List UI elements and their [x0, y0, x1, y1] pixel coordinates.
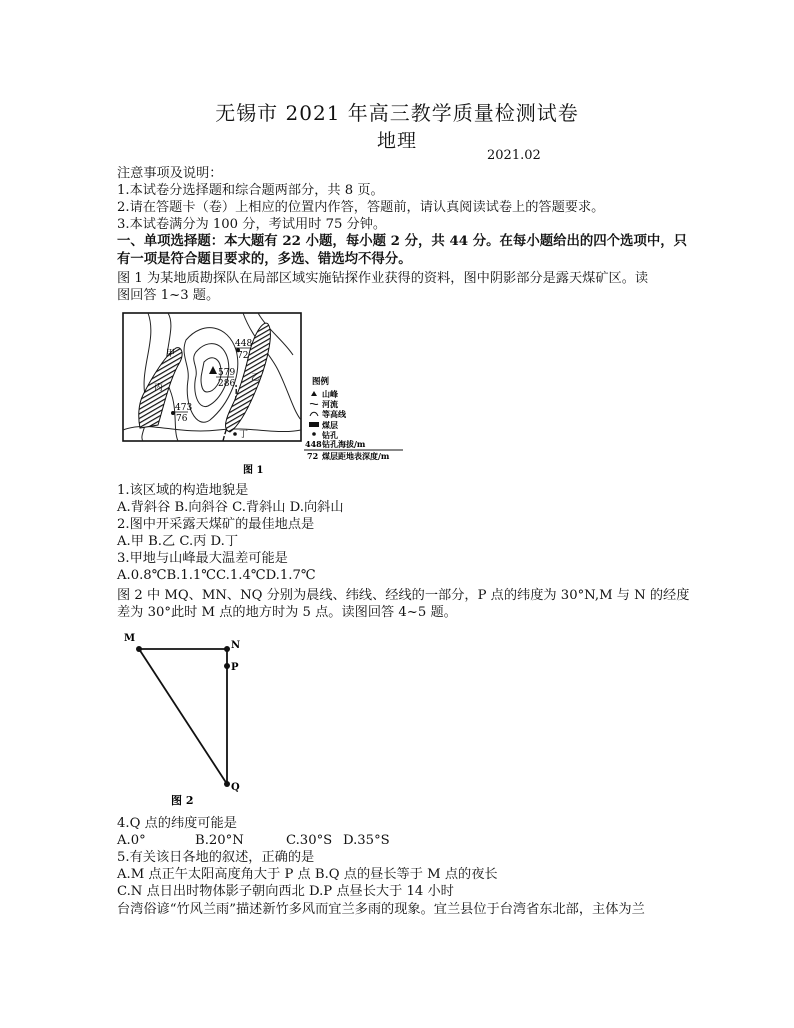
question-3-options: A.0.8℃B.1.1℃C.1.4℃D.1.7℃	[117, 568, 316, 583]
label-ding: 丁	[239, 430, 249, 440]
question-4-option-c: C.30°S	[286, 833, 333, 848]
legend-title: 图例	[312, 377, 330, 387]
figure-1-contour-map	[118, 310, 406, 478]
instruction-item: 1.本试卷分选择题和综合题两部分，共 8 页。	[117, 183, 384, 198]
label-bing: 丙	[154, 383, 164, 393]
ding-point	[233, 432, 237, 436]
legend-drill: 钻孔	[322, 430, 338, 440]
point-q	[224, 781, 230, 787]
peak-elevation: 579	[218, 368, 236, 378]
instructions-heading: 注意事项及说明：	[117, 166, 223, 181]
instruction-item: 3.本试卷满分为 100 分，考试用时 75 分钟。	[117, 217, 387, 232]
question-4-option-b: B.20°N	[195, 833, 244, 848]
figure-2-caption: 图 2	[171, 794, 194, 807]
question-intro: 图回答 1~3 题。	[117, 288, 220, 303]
legend-peak: 山峰	[322, 389, 338, 399]
legend-river-icon	[310, 403, 318, 404]
question-3-stem: 3.甲地与山峰最大温差可能是	[117, 551, 288, 566]
line-mq	[139, 649, 227, 784]
question-intro: 图 1 为某地质勘探队在局部区域实施钻探作业获得的资料，图中阴影部分是露天煤矿区。读	[117, 271, 649, 286]
legend-sample-elevation: 448	[305, 439, 322, 449]
legend	[304, 376, 403, 461]
peak-depth: 286	[218, 379, 236, 389]
question-5-options: A.M 点正午太阳高度角大于 P 点 B.Q 点的昼长等于 M 点的夜长	[117, 867, 498, 882]
figure-1-caption: 图 1	[243, 465, 264, 476]
drill-2-depth: 76	[176, 414, 188, 424]
question-intro: 差为 30°此时 M 点的地方时为 5 点。读图回答 4~5 题。	[117, 605, 457, 620]
legend-depth-label: 煤层距地表深度/m	[322, 451, 390, 461]
exam-title: 无锡市 2021 年高三教学质量检测试卷	[215, 101, 579, 125]
point-p	[224, 663, 230, 669]
legend-river: 河流	[322, 399, 338, 409]
question-2-stem: 2.图中开采露天煤矿的最佳地点是	[117, 517, 315, 532]
legend-contour-icon	[310, 412, 318, 416]
question-intro: 图 2 中 MQ、MN、NQ 分别为晨线、纬线、经线的一部分，P 点的纬度为 30°N,M 与 N 的经度	[117, 588, 690, 603]
question-4-option-d: D.35°S	[343, 833, 390, 848]
legend-coal: 煤层	[322, 420, 338, 430]
question-2-options: A.甲 B.乙 C.丙 D.丁	[117, 534, 239, 549]
label-q: Q	[231, 782, 240, 793]
figure-2-diagram	[118, 628, 258, 810]
legend-contour: 等高线	[322, 409, 346, 419]
question-5-options: C.N 点日出时物体影子朝向西北 D.P 点昼长大于 14 小时	[117, 884, 454, 899]
drill-1-depth: 72	[237, 351, 249, 361]
drill-2-elevation: 473	[175, 403, 193, 413]
legend-sample-depth: 72	[307, 451, 319, 461]
question-1-stem: 1.该区域的构造地貌是	[117, 483, 249, 498]
question-4-option-a: A.0°	[117, 833, 146, 848]
legend-elevation-label: 钻孔海拔/m	[322, 439, 366, 449]
label-jia: 甲	[166, 349, 176, 359]
peak-icon	[209, 366, 217, 374]
question-4-stem: 4.Q 点的纬度可能是	[117, 816, 237, 831]
section-heading: 有一项是符合题目要求的，多选、错选均不得分。	[117, 251, 412, 267]
question-intro: 台湾俗谚“竹风兰雨”描述新竹多风而宜兰多雨的现象。宜兰县位于台湾省东北部，主体为兰	[117, 902, 645, 917]
exam-date: 2021.02	[487, 148, 541, 163]
question-5-stem: 5.有关该日各地的叙述，正确的是	[117, 850, 315, 865]
legend-coal-icon	[309, 422, 319, 427]
point-n	[224, 646, 230, 652]
legend-drill-icon	[312, 432, 316, 436]
legend-peak-icon	[311, 391, 317, 396]
subject-title: 地理	[376, 130, 417, 152]
point-m	[136, 646, 142, 652]
drill-1-elevation: 448	[235, 339, 253, 349]
question-1-options: A.背斜谷 B.向斜谷 C.背斜山 D.向斜山	[117, 500, 344, 515]
label-n: N	[231, 640, 241, 651]
instruction-item: 2.请在答题卡（卷）上相应的位置内作答，答题前，请认真阅读试卷上的答题要求。	[117, 200, 605, 215]
label-m: M	[124, 633, 136, 644]
label-yi: 乙	[251, 373, 261, 383]
label-p: P	[231, 662, 239, 673]
section-heading: 一、单项选择题：本大题有 22 小题，每小题 2 分，共 44 分。在每小题给出的四个选项中，只	[117, 233, 688, 249]
